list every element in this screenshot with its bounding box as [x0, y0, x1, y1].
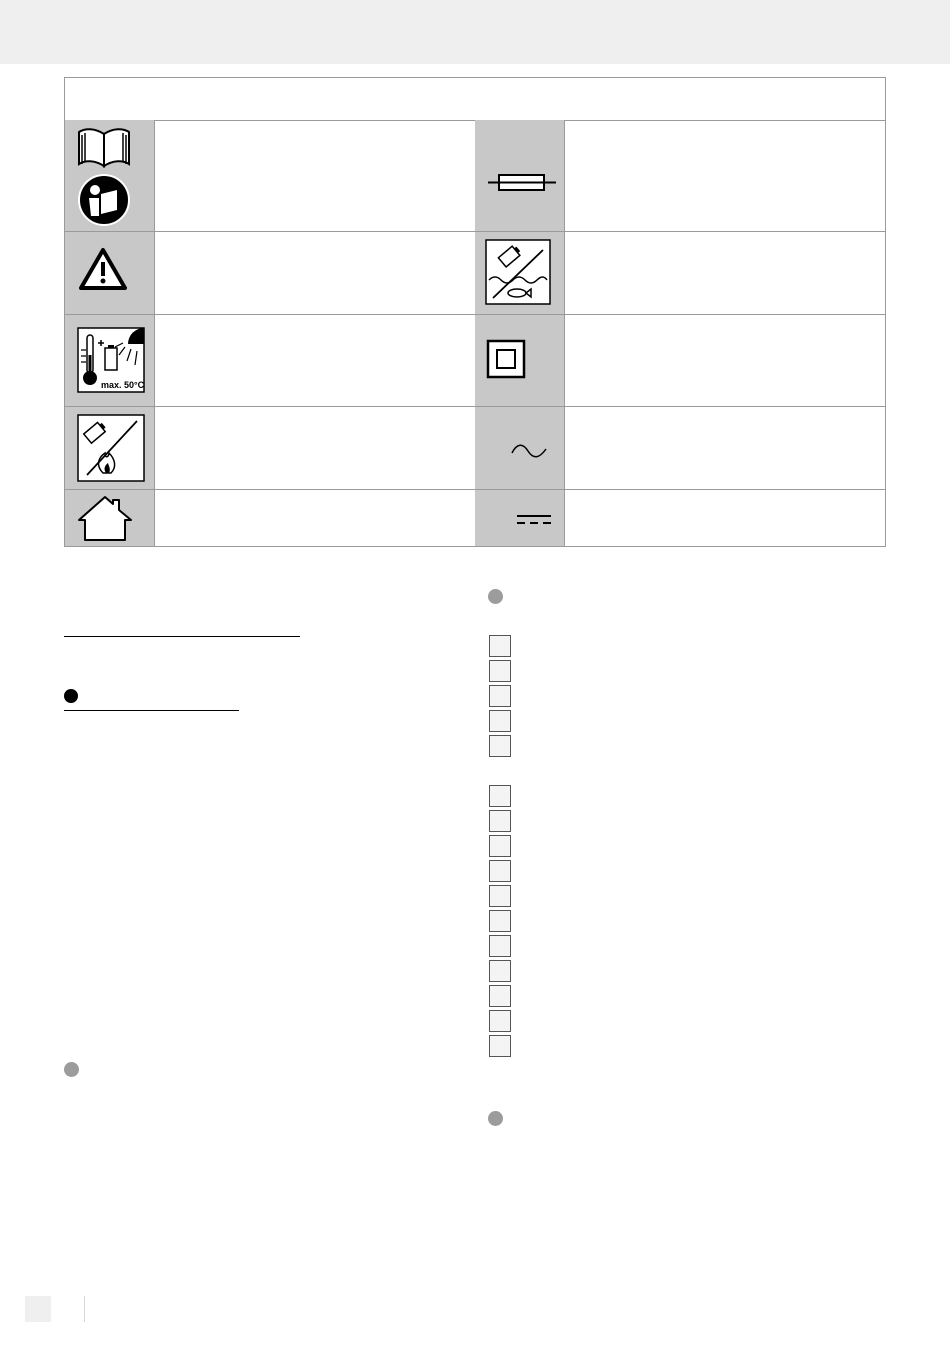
symbol-cell-manual	[65, 120, 155, 232]
part-number-box	[489, 910, 511, 932]
symbol-cell-warning	[65, 232, 155, 315]
symbol-text-temperature	[155, 315, 475, 407]
part-number-box	[489, 860, 511, 882]
part-number-box	[489, 810, 511, 832]
symbol-cell-dc	[475, 490, 565, 546]
symbols-table	[64, 77, 886, 547]
symbol-text-no-fire	[155, 407, 475, 490]
footer-divider	[84, 1296, 85, 1322]
part-number-box	[489, 985, 511, 1007]
symbol-cell-fuse	[475, 120, 565, 232]
section-heading-underline	[64, 636, 300, 637]
symbol-text-manual	[155, 120, 475, 232]
alternating-current-icon	[475, 407, 564, 489]
part-number-box	[489, 735, 511, 757]
max-temperature-label: max. 50°C	[101, 380, 145, 390]
part-number-box	[489, 685, 511, 707]
warning-triangle-icon	[65, 232, 154, 314]
temperature-max-icon	[65, 315, 154, 406]
symbol-text-ac	[565, 407, 885, 490]
symbol-cell-temperature	[65, 315, 155, 407]
part-number-box	[489, 710, 511, 732]
symbol-cell-ac	[475, 407, 565, 490]
symbol-text-warning	[155, 232, 475, 315]
grey-bullet-icon	[64, 1062, 79, 1077]
part-number-box	[489, 935, 511, 957]
part-number-box	[489, 635, 511, 657]
part-number-box	[489, 835, 511, 857]
page-number-box	[25, 1296, 51, 1322]
no-fire-battery-icon	[65, 407, 154, 489]
symbol-cell-no-water	[475, 232, 565, 315]
symbol-text-indoor	[155, 490, 475, 546]
grey-bullet-icon	[488, 1111, 503, 1126]
protection-class-ii-icon	[475, 315, 564, 406]
direct-current-icon	[475, 490, 564, 546]
black-bullet-icon	[64, 689, 78, 703]
symbols-table-header	[65, 78, 885, 121]
fuse-icon	[475, 120, 564, 231]
indoor-house-icon	[65, 490, 154, 546]
part-number-box	[489, 960, 511, 982]
no-water-battery-icon	[475, 232, 564, 314]
subsection-heading-underline	[64, 710, 239, 711]
part-number-box	[489, 1010, 511, 1032]
part-number-box	[489, 1035, 511, 1057]
grey-bullet-icon	[488, 589, 503, 604]
symbol-text-dc	[565, 490, 885, 546]
part-number-box	[489, 885, 511, 907]
part-number-box	[489, 785, 511, 807]
symbol-cell-class-ii	[475, 315, 565, 407]
symbol-text-fuse	[565, 120, 885, 232]
part-number-box	[489, 660, 511, 682]
symbol-text-no-water	[565, 232, 885, 315]
manual-read-icon	[65, 120, 154, 231]
page-header-band	[0, 0, 950, 64]
symbol-cell-no-fire	[65, 407, 155, 490]
symbol-text-class-ii	[565, 315, 885, 407]
symbol-cell-indoor	[65, 490, 155, 546]
